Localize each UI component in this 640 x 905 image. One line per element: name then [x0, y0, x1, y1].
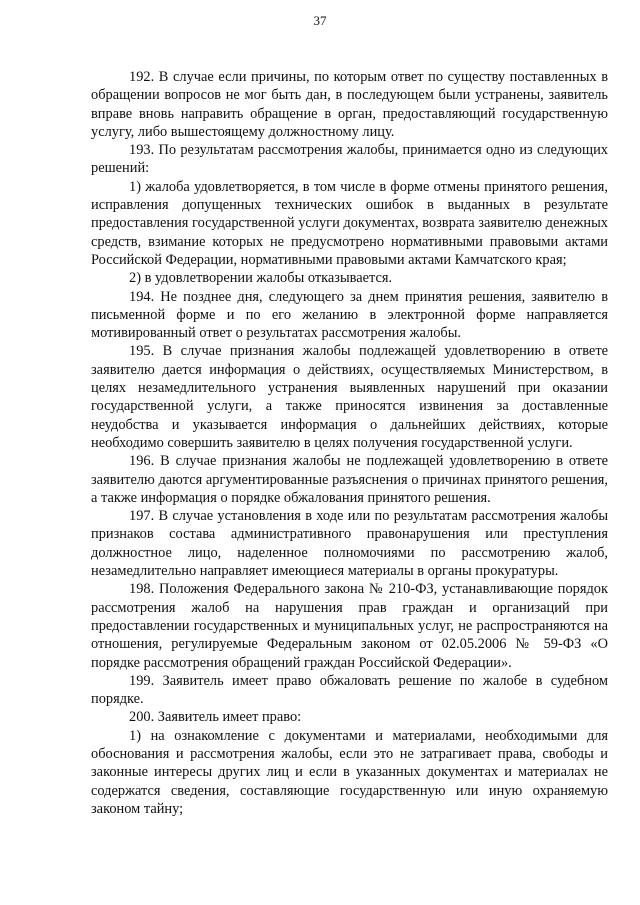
paragraph-193: 193. По результатам рассмотрения жалобы, принимается одно из следующих решений: — [91, 142, 608, 177]
paragraph-197: 197. В случае установления в ходе или по результатам рассмотрения жалобы признаков состава административного правонарушения или преступления должностное лицо, наделенное полномочиями по рассмотрению жалоб, незамедлительно направляет имеющиеся материалы в органы прокуратуры. — [91, 508, 608, 580]
paragraph-192: 192. В случае если причины, по которым ответ по существу поставленных в обращении вопросов не мог быть дан, в последующем были устранены, заявитель вправе вновь направить обращение в орган, предоставляющий государственную услугу, либо вышестоящему должностному лицу. — [91, 69, 608, 140]
paragraph-193-item-1: 1) жалоба удовлетворяется, в том числе в форме отмены принятого решения, исправления допущенных технических ошибок в выданных в результате предоставления государственной услуги документах, возврата заявителю денежных средств, взимание которых не предусмотрено нормативными правовыми актами Российской Федерации, нормативными правовыми актами Камчатского края; — [91, 178, 608, 268]
page-number: 37 — [313, 13, 327, 28]
paragraph-200-item-1: 1) на ознакомление с документами и материалами, необходимыми для обоснования и рассмотрения жалобы, если это не затрагивает права, свободы и законные интересы других лиц и если в указанных документах и материалах не содержатся сведения, составляющие государственную или иную охраняемую законом тайну; — [91, 727, 608, 817]
paragraph-193-item-2: 2) в удовлетворении жалобы отказывается. — [129, 270, 393, 287]
paragraph-194: 194. Не позднее дня, следующего за днем принятия решения, заявителю в письменной форме и по его желанию в электронной форме направляется мотивированный ответ о результатах рассмотрения жалобы. — [91, 288, 608, 342]
paragraph-198: 198. Положения Федерального закона № 210-ФЗ, устанавливающие порядок рассмотрения жалоб на нарушения прав граждан и организаций при предоставлении государственных и муниципальных услуг, не распространяются на отношения, регулируемые Федеральным законом от 02.05.2006 № 59-ФЗ «О порядке рассмотрения обращений граждан Российской Федерации». — [91, 581, 608, 671]
document-body — [91, 68, 608, 818]
paragraph-196: 196. В случае признания жалобы не подлежащей удовлетворению в ответе заявителю даются аргументированные разъяснения о причинах принятого решения, а также информация о порядке обжалования принятого решения. — [91, 453, 608, 506]
paragraph-200: 200. Заявитель имеет право: — [129, 709, 302, 726]
paragraph-199: 199. Заявитель имеет право обжаловать решение по жалобе в судебном порядке. — [91, 672, 608, 708]
paragraph-195: 195. В случае признания жалобы подлежащей удовлетворению в ответе заявителю дается информация о действиях, осуществляемых Министерством, в целях незамедлительного устранения выявленных нарушений при оказании государственной услуги, а также приносятся извинения за доставленные неудобства и указывается информация о дальнейших действиях, которые необходимо совершить заявителю в целях получения государственной услуги. — [91, 343, 608, 451]
